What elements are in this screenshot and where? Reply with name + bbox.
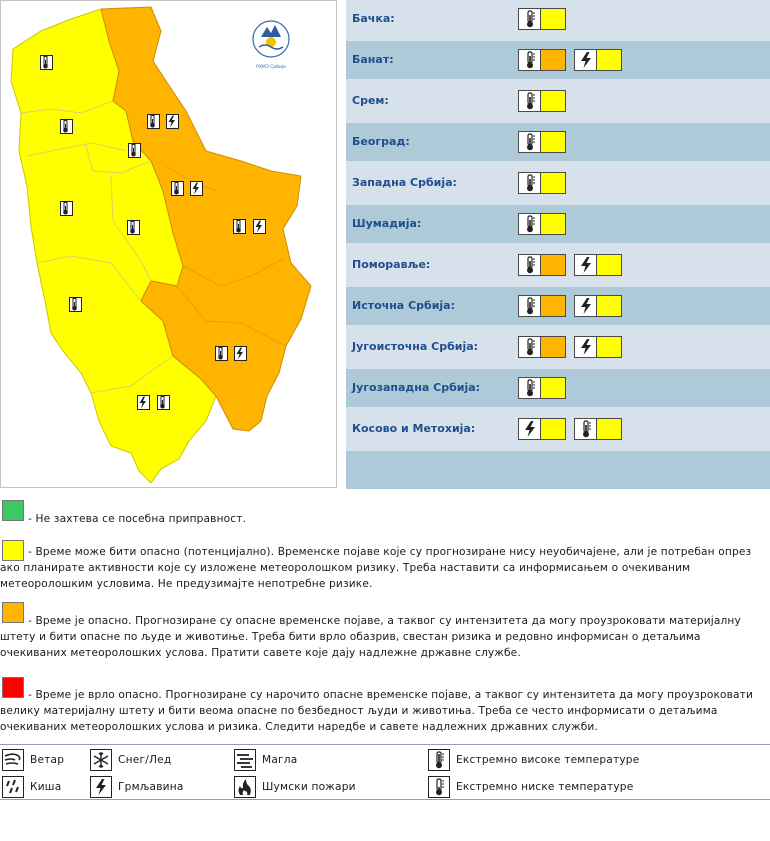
legend-text-orange: - Време је опасно. Прогнозиране су опасне временске појаве, а таквог су интензитета да могу проузроковати материјалну штету и бити опасне по људе и животиње. Треба бити врло обазрив, свестан ризика и редовно информисан о детаљима очекиваних метеоролошких услова. Пратити савете које дају надлежне државне службе.: [0, 615, 741, 659]
thermometer-icon: [524, 92, 536, 110]
warning-temperature: [518, 295, 566, 317]
warning-temperature: [518, 8, 566, 30]
thermometer-icon: [524, 379, 536, 397]
map-lightning-icon: [166, 114, 179, 129]
map-lightning-icon: [137, 395, 150, 410]
region-row-empty: [346, 451, 770, 489]
warning-level-orange: [541, 50, 565, 70]
key-label: Екстремно ниске температуре: [456, 781, 634, 793]
warning-level-yellow: [597, 296, 621, 316]
region-row-sumadija[interactable]: [346, 205, 770, 243]
region-row-kosovo-i-metohija[interactable]: [346, 410, 770, 448]
warning-level-yellow: [541, 9, 565, 29]
warning-temperature: [518, 377, 566, 399]
region-name[interactable]: Банат:: [352, 53, 394, 66]
key-label: Грмљавина: [118, 781, 184, 793]
wind-icon: [2, 749, 24, 771]
warning-map: [0, 0, 337, 488]
warning-level-yellow: [597, 50, 621, 70]
thermometer-cold-icon: [428, 776, 450, 798]
warning-temperature: [518, 213, 566, 235]
map-thermometer-icon: [233, 219, 246, 234]
region-row-jugoistocna-srbija[interactable]: [346, 328, 770, 366]
warning-temperature: [518, 90, 566, 112]
region-warning-table: [346, 0, 770, 488]
legend-red: [0, 677, 770, 737]
warning-thunder: [574, 254, 622, 276]
region-row-banat[interactable]: [346, 41, 770, 79]
warning-temperature: [518, 254, 566, 276]
lightning-icon: [579, 297, 593, 315]
warning-level-orange: [541, 296, 565, 316]
map-lightning-icon: [234, 346, 247, 361]
fog-icon: [234, 749, 256, 771]
key-rain: [2, 775, 61, 799]
warning-temperature: [518, 336, 566, 358]
lightning-icon: [523, 420, 537, 438]
thermometer-hot-icon: [428, 749, 450, 771]
key-label: Магла: [262, 754, 298, 766]
key-thunder: [90, 775, 184, 799]
key-label: Ветар: [30, 754, 65, 766]
thermometer-icon: [524, 297, 536, 315]
region-name[interactable]: Источна Србија:: [352, 299, 455, 312]
warning-level-orange: [541, 255, 565, 275]
symbol-key: [0, 744, 770, 800]
serbia-map: [1, 1, 338, 489]
key-wind: [2, 748, 64, 772]
thermometer-icon: [524, 215, 536, 233]
warning-temperature: [518, 131, 566, 153]
map-thermometer-icon: [60, 201, 73, 216]
warning-thunder: [518, 418, 566, 440]
region-row-pomoravlje[interactable]: [346, 246, 770, 284]
map-thermometer-icon: [215, 346, 228, 361]
thermometer-icon: [524, 338, 536, 356]
region-name[interactable]: Срем:: [352, 94, 389, 107]
map-thermometer-icon: [69, 297, 82, 312]
lightning-icon: [579, 256, 593, 274]
map-thermometer-icon: [128, 143, 141, 158]
key-label: Екстремно високе температуре: [456, 754, 640, 766]
warning-thunder: [574, 336, 622, 358]
thermometer-icon: [524, 10, 536, 28]
legend-swatch-green: [2, 500, 24, 521]
rain-icon: [2, 776, 24, 798]
warning-level-yellow: [597, 255, 621, 275]
legend-text-green: - Не захтева се посебна приправност.: [28, 513, 247, 525]
map-thermometer-icon: [147, 114, 160, 129]
thermometer-icon: [524, 174, 536, 192]
region-row-beograd[interactable]: [346, 123, 770, 161]
legend-text-yellow: - Време може бити опасно (потенцијално). Временске појаве које су прогнозиране нису неуобичајене, али је потребан опрез ако планирате активности које су изложене метеоролошком ризику. Треба наставити са информисањем о очекиваним метеоролошким условима. Не предузимајте непотребне ризике.: [0, 546, 752, 590]
map-thermometer-icon: [127, 220, 140, 235]
map-thermometer-icon: [171, 181, 184, 196]
key-extreme-high-temp: [428, 748, 639, 772]
map-thermometer-icon: [157, 395, 170, 410]
legend-orange: [0, 602, 770, 666]
rhmz-logo: [253, 21, 289, 57]
warning-thunder: [574, 49, 622, 71]
warning-level-yellow: [597, 337, 621, 357]
region-row-zapadna-srbija[interactable]: [346, 164, 770, 202]
warning-level-yellow: [541, 419, 565, 439]
region-row-backa[interactable]: [346, 0, 770, 38]
region-name[interactable]: Југозападна Србија:: [352, 381, 481, 394]
warning-level-yellow: [541, 91, 565, 111]
region-name[interactable]: Косово и Метохија:: [352, 422, 476, 435]
thermometer-icon: [524, 133, 536, 151]
warning-thunder: [574, 295, 622, 317]
map-thermometer-icon: [60, 119, 73, 134]
region-name[interactable]: Београд:: [352, 135, 410, 148]
warning-level-orange: [541, 337, 565, 357]
region-row-istocna-srbija[interactable]: [346, 287, 770, 325]
region-name[interactable]: Западна Србија:: [352, 176, 457, 189]
snowflake-icon: [90, 749, 112, 771]
legend-yellow: [0, 540, 770, 596]
thermometer-icon: [524, 256, 536, 274]
logo-caption: РХМЗ Србије: [256, 65, 286, 70]
map-thermometer-icon: [40, 55, 53, 70]
lightning-icon: [90, 776, 112, 798]
warning-level-yellow: [541, 378, 565, 398]
map-lightning-icon: [190, 181, 203, 196]
region-row-jugozapadna-srbija[interactable]: [346, 369, 770, 407]
warning-level-yellow: [541, 214, 565, 234]
key-label: Киша: [30, 781, 62, 793]
warning-temperature: [574, 418, 622, 440]
key-label: Шумски пожари: [262, 781, 356, 793]
legend-green: [0, 500, 770, 530]
thermometer-icon: [580, 420, 592, 438]
warning-temperature: [518, 172, 566, 194]
warning-level-yellow: [541, 173, 565, 193]
region-row-srem[interactable]: [346, 82, 770, 120]
legend-text-red: - Време је врло опасно. Прогнозиране су нарочито опасне временске појаве, а таквог су интензитета да могу проузроковати велику материјалну штету и бити веома опасне по безбедност људи и животиња. Треба се често информисати о детаљима очекиваних метеоролошких услова и ризика. Следити наредбе и савете надлежних државних служби.: [0, 689, 754, 733]
lightning-icon: [579, 51, 593, 69]
forest-fire-icon: [234, 776, 256, 798]
region-name[interactable]: Шумадија:: [352, 217, 422, 230]
warning-level-yellow: [541, 132, 565, 152]
key-fog: [234, 748, 297, 772]
region-name[interactable]: Југоисточна Србија:: [352, 340, 479, 353]
map-lightning-icon: [253, 219, 266, 234]
region-name[interactable]: Бачка:: [352, 12, 395, 25]
key-extreme-low-temp: [428, 775, 633, 799]
key-snow-ice: [90, 748, 171, 772]
region-name[interactable]: Поморавље:: [352, 258, 431, 271]
key-forest-fire: [234, 775, 356, 799]
thermometer-icon: [524, 51, 536, 69]
warning-temperature: [518, 49, 566, 71]
warning-level-yellow: [597, 419, 621, 439]
lightning-icon: [579, 338, 593, 356]
key-label: Снег/Лед: [118, 754, 172, 766]
